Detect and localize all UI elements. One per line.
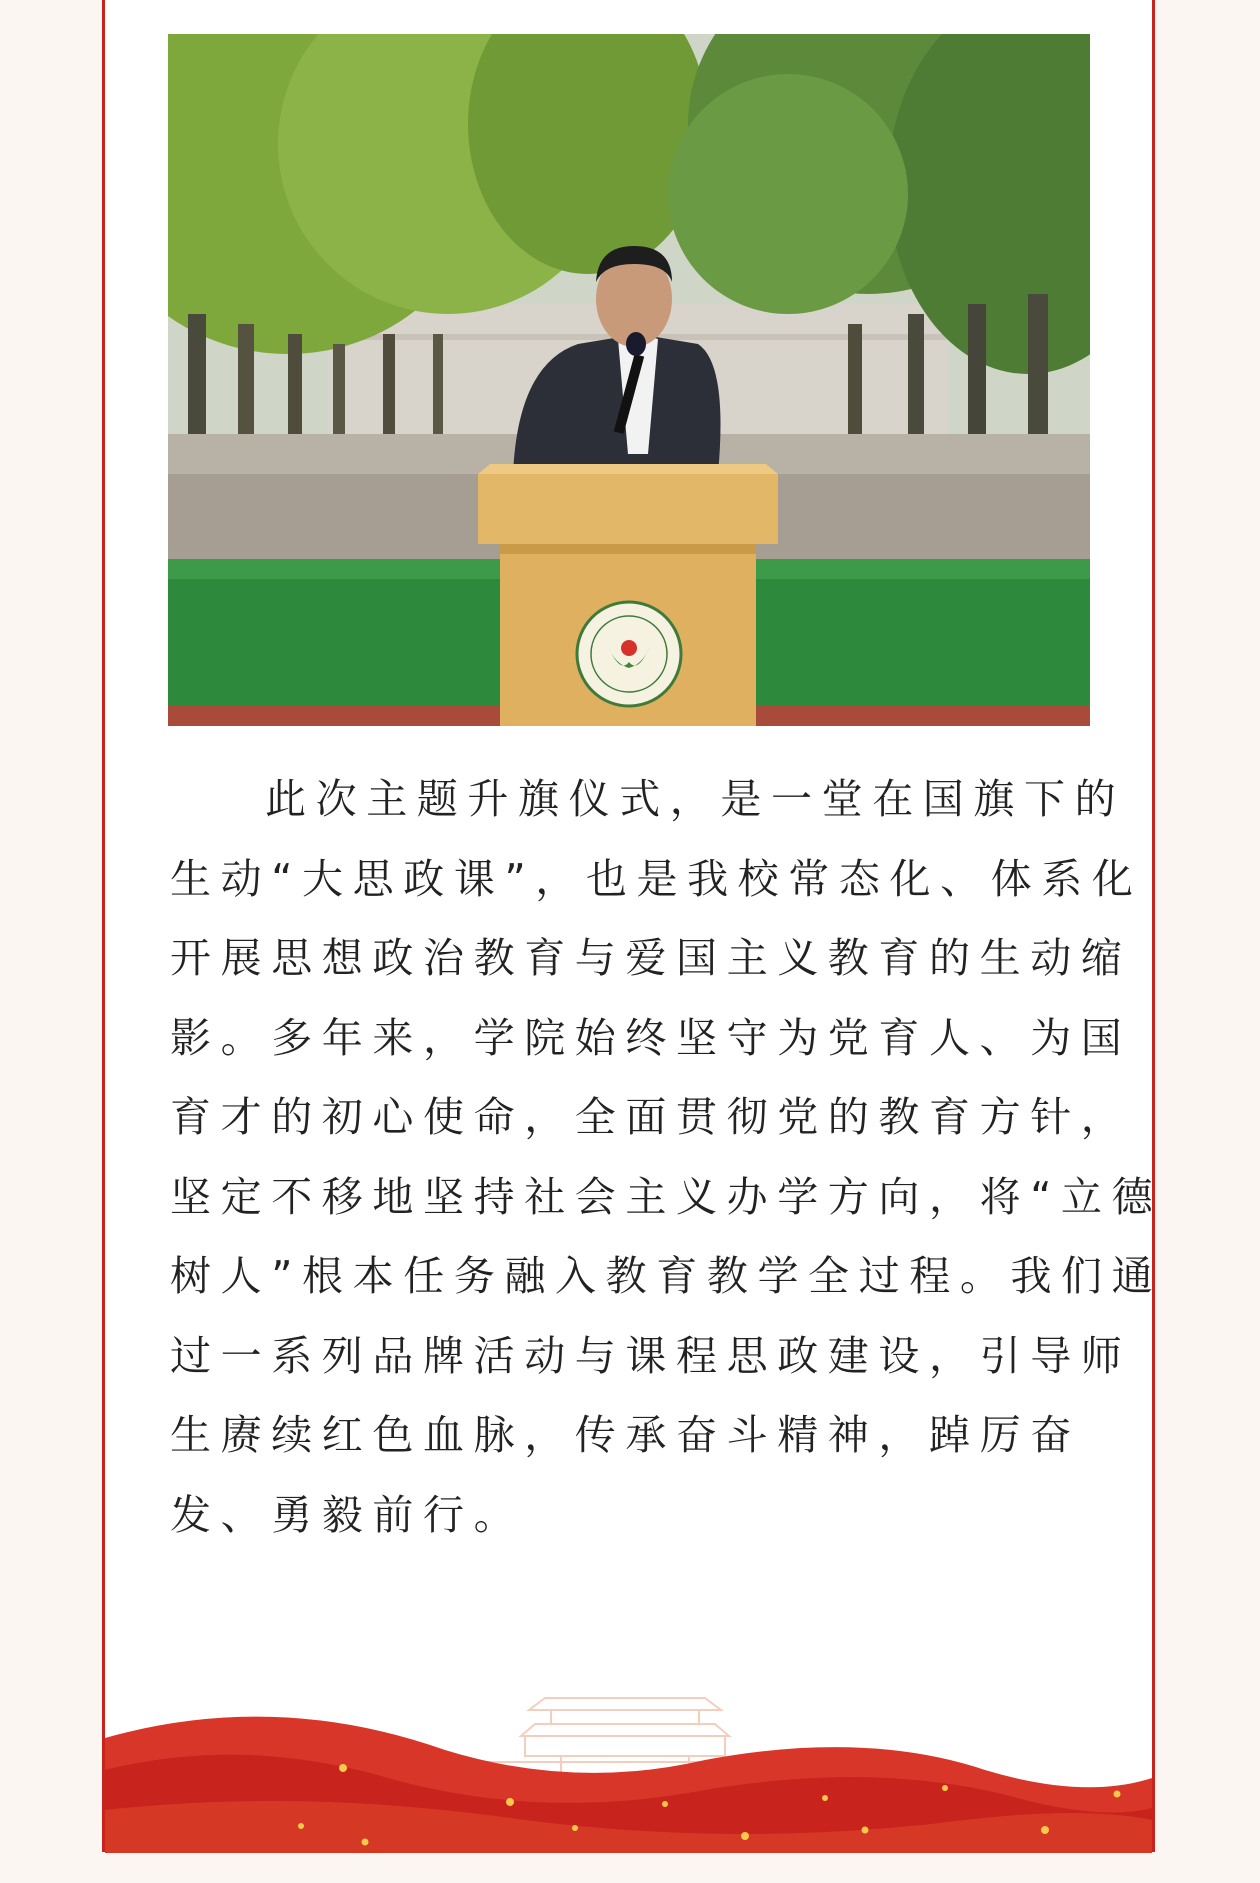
article-line: 过一系列品牌活动与课程思政建设，引导师 — [170, 1331, 1132, 1380]
article-line: 影。多年来，学院始终坚守为党育人、为国 — [170, 1013, 1132, 1062]
article-body — [170, 760, 1163, 1555]
article-line: 生动“大思政课”，也是我校常态化、体系化 — [170, 854, 1143, 903]
article-line: 育才的初心使命，全面贯彻党的教育方针， — [170, 1093, 1132, 1141]
article-line: 生赓续红色血脉，传承奋斗精神，踔厉奋 — [170, 1411, 1081, 1459]
speaker-at-podium-photo — [168, 34, 1090, 726]
article-line: 开展思想政治教育与爱国主义教育的生动缩 — [170, 934, 1132, 982]
article-line: 发、勇毅前行。 — [170, 1490, 525, 1539]
article-line: 坚定不移地坚持社会主义办学方向，将“立德 — [170, 1172, 1163, 1221]
footer-decoration — [105, 1680, 1152, 1853]
article-line: 此次主题升旗仪式，是一堂在国旗下的 — [265, 775, 1126, 823]
school-emblem-icon — [577, 602, 681, 706]
article-line: 树人”根本任务融入教育教学全过程。我们通 — [170, 1252, 1163, 1300]
